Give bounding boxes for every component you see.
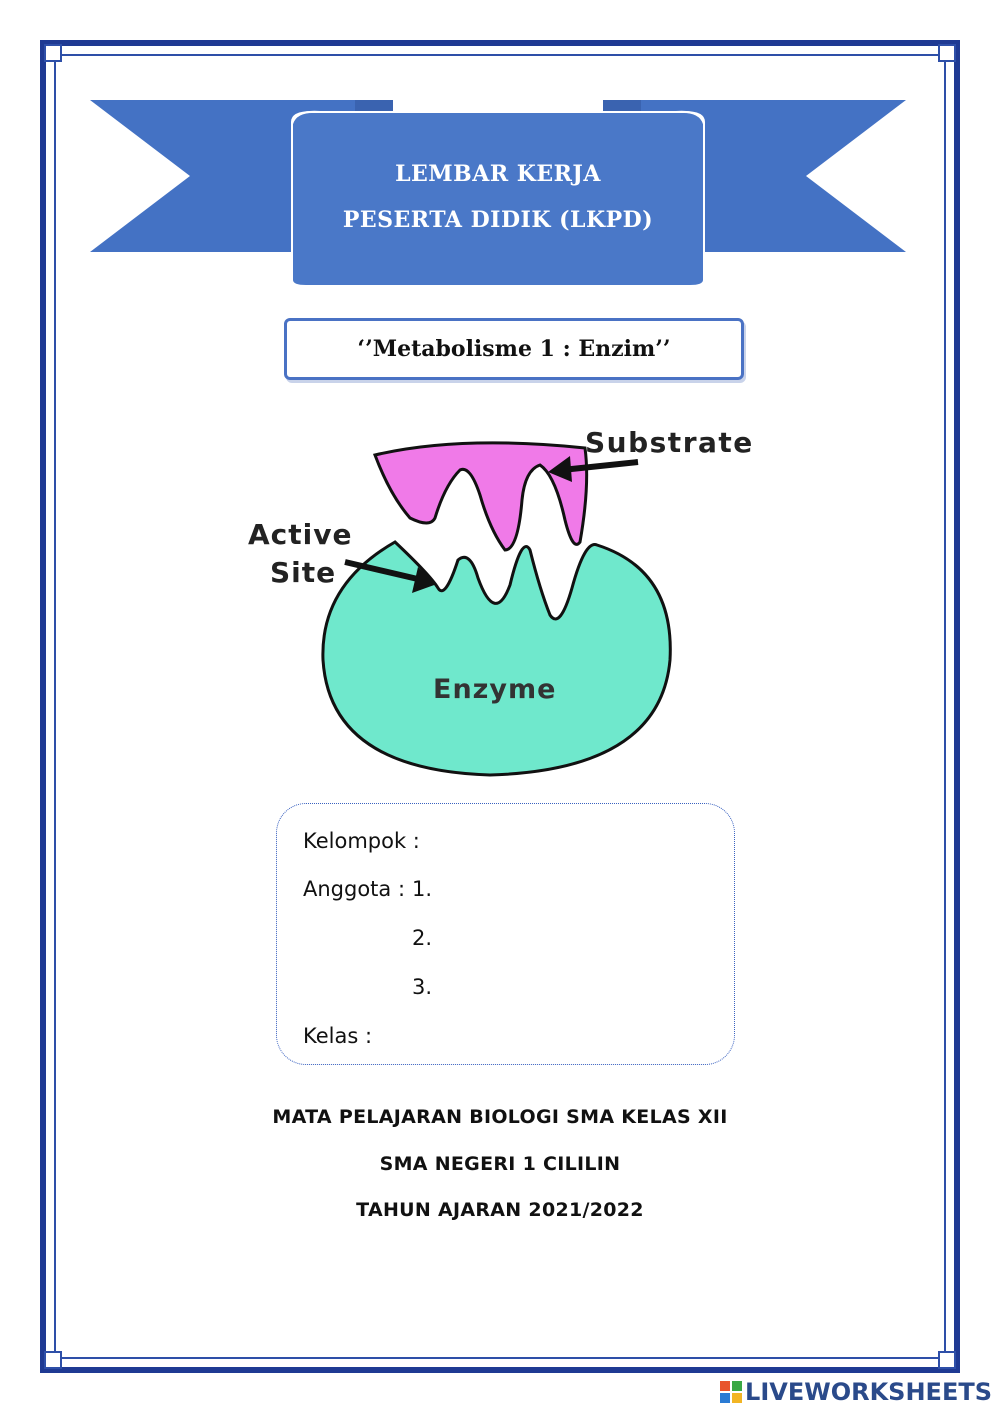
corner-ornament-bottom-left — [44, 1351, 62, 1369]
subtitle-text: ‘’Metabolisme 1 : Enzim’’ — [357, 336, 671, 362]
label-substrate: Substrate — [585, 426, 754, 459]
footer-subject: MATA PELAJARAN BIOLOGI SMA KELAS XII — [272, 1106, 728, 1128]
corner-ornament-bottom-right — [938, 1351, 956, 1369]
banner-title-line-2: PESERTA DIDIK (LKPD) — [342, 207, 654, 233]
kelas-label: Kelas : — [303, 1024, 373, 1048]
label-enzyme: Enzyme — [433, 674, 557, 705]
enzyme-substrate-diagram — [240, 410, 760, 780]
enzyme-shape — [323, 542, 670, 775]
substrate-shape — [375, 443, 587, 550]
member-3-number: 3. — [412, 975, 433, 999]
ribbon-banner — [0, 0, 1000, 300]
footer-school: SMA NEGERI 1 CILILIN — [379, 1153, 621, 1175]
liveworksheets-logo-icon — [720, 1381, 742, 1403]
banner-title-line-1: LEMBAR KERJA — [395, 161, 601, 187]
label-active: Active — [248, 518, 353, 551]
kelompok-label: Kelompok : — [303, 829, 420, 853]
label-site: Site — [270, 556, 337, 589]
liveworksheets-brand[interactable] — [720, 1378, 992, 1406]
anggota-label: Anggota : — [303, 877, 406, 901]
liveworksheets-text: LIVEWORKSHEETS — [745, 1378, 992, 1406]
subtitle-box — [284, 318, 744, 380]
footer-year: TAHUN AJARAN 2021/2022 — [356, 1199, 644, 1221]
member-1-number: 1. — [412, 877, 433, 901]
member-2-number: 2. — [412, 926, 433, 950]
